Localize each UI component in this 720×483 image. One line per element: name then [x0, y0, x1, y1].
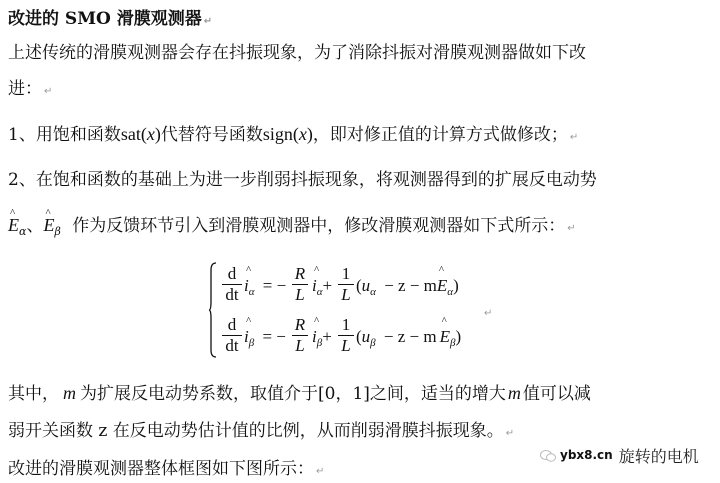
l-den-b2: L: [341, 336, 351, 355]
paragraph-mark: ↵: [567, 223, 576, 234]
sub-alpha: α: [248, 286, 255, 298]
open-paren: (: [356, 276, 362, 295]
eq-alpha-lhs: [244, 276, 286, 298]
l-den-2: L: [341, 285, 351, 304]
sat-function: sat(: [120, 124, 147, 144]
sign-close: ): [306, 124, 313, 144]
coef-pre: 其中，: [8, 384, 59, 404]
eq-beta-one-over-l: [338, 316, 354, 355]
eq-alpha-i: [312, 276, 332, 298]
minus-z-m-b: − z − m: [383, 327, 437, 346]
l-den-b: L: [295, 336, 305, 355]
item1-suffix: ，即对修正值的计算方式做修改；: [312, 125, 568, 145]
paragraph-mark: ↵: [569, 132, 579, 143]
sub-alpha-4: α: [447, 286, 454, 298]
eq-beta-lhs: [244, 327, 286, 349]
paragraph-coefficient-line1: [8, 382, 591, 405]
sub-beta: β: [248, 337, 255, 349]
heading-text: 改进的 SMO 滑膜观测器: [8, 9, 202, 29]
list-item-2-line1: [8, 169, 597, 191]
item2-line2-text: 作为反馈环节引入到滑膜观测器中，修改滑膜观测器如下式所示：: [72, 216, 566, 236]
sub-beta-2: β: [316, 337, 323, 349]
paragraph-mark: ↵: [44, 86, 53, 97]
paragraph-intro-line2: [8, 78, 52, 103]
i-beta-hat: ^ i: [244, 327, 249, 347]
sub-alpha-3: α: [370, 286, 376, 298]
plus-b: +: [322, 327, 332, 346]
eq-beta-dt: dt: [225, 336, 239, 355]
wechat-icon: [540, 448, 556, 462]
heading: [8, 4, 212, 29]
eq-beta-r-over-l: [292, 316, 308, 355]
eq-beta-rest: [356, 327, 461, 349]
sub-alpha-2: α: [316, 286, 323, 298]
separator: 、: [26, 216, 44, 236]
plus: +: [322, 276, 333, 295]
alpha-subscript: α: [19, 225, 27, 238]
coef-post: 值可以减: [522, 384, 591, 404]
list-item-2-line2: [8, 214, 576, 243]
item2-text: 2、在饱和函数的基础上为进一步削弱抖振现象，将观测器得到的扩展反电动势: [8, 170, 597, 190]
coef-line2: 弱开关函数 z 在反电动势估计值的比例，从而削弱滑膜抖振现象。: [8, 421, 504, 441]
eq-alpha-rest: [356, 276, 459, 298]
u-b: u: [361, 327, 371, 346]
e-beta-hat: ^ E: [43, 214, 54, 236]
equals-minus: = −: [262, 276, 287, 295]
e-alpha-hat: ^ E: [8, 214, 19, 236]
coef-mid: 为扩展反电动势系数，取值介于[0，1]之间，适当的增大: [80, 384, 506, 404]
left-brace: [209, 262, 217, 358]
item1-middle: 代替符号函数: [160, 125, 263, 145]
i-alpha-hat: ^ i: [244, 276, 249, 296]
sat-argument: x: [146, 124, 155, 144]
eq-alpha-dt: dt: [225, 285, 239, 304]
one-num: 1: [341, 264, 351, 283]
paragraph-coefficient-line2: [8, 420, 514, 445]
sub-beta-4: β: [450, 337, 456, 349]
diagram-intro-text: 改进的滑膜观测器整体框图如下图所示：: [8, 459, 314, 479]
m-symbol-2: m: [507, 383, 521, 403]
one-num-b: 1: [341, 315, 351, 334]
sign-argument: x: [298, 124, 307, 144]
intro-text-1: 上述传统的滑膜观测器会存在抖振现象，为了消除抖振对滑膜观测器做如下改: [8, 43, 586, 63]
beta-subscript: β: [54, 225, 61, 238]
paragraph-mark-eq: ↵: [484, 308, 493, 319]
i-beta-hat-2: ^ i: [312, 327, 317, 347]
u: u: [361, 276, 371, 295]
close-paren: ): [453, 276, 459, 295]
close-paren-b: ): [455, 327, 462, 346]
e-beta-hat-eq: ^ E: [440, 327, 450, 347]
paragraph-mark: ↵: [203, 16, 213, 27]
r-num-b: R: [294, 315, 306, 334]
sign-function: sign(: [262, 124, 299, 144]
eq-alpha-d: d: [227, 264, 237, 283]
eq-alpha-derivative: [222, 265, 242, 304]
sat-close: ): [154, 124, 161, 144]
e-alpha-hat-eq: ^ E: [437, 276, 447, 296]
list-item-1: [8, 123, 578, 149]
watermark: [540, 444, 699, 466]
paragraph-mark: ↵: [316, 466, 325, 477]
equals-minus-b: = −: [262, 327, 286, 346]
eq-alpha-r-over-l: [292, 265, 308, 304]
watermark-site: ybx8.cn: [560, 448, 613, 462]
minus-z-m: − z − m: [384, 276, 437, 295]
paragraph-intro-line1: [8, 42, 586, 64]
eq-beta-i: [312, 327, 332, 349]
eq-beta-derivative: [222, 316, 242, 355]
m-symbol: m: [63, 383, 76, 403]
i-alpha-hat-2: ^ i: [312, 276, 317, 296]
eq-alpha-one-over-l: [338, 265, 354, 304]
open-paren-b: (: [356, 327, 362, 346]
paragraph-diagram-intro: [8, 458, 324, 483]
paragraph-mark: ↵: [505, 428, 515, 439]
sub-beta-3: β: [370, 337, 376, 349]
item1-prefix: 1、用饱和函数: [8, 125, 121, 145]
watermark-name: 旋转的电机: [618, 446, 699, 466]
intro-text-2: 进：: [8, 79, 42, 99]
l-den: L: [295, 285, 305, 304]
r-num: R: [294, 264, 306, 283]
eq-beta-d: d: [227, 315, 237, 334]
